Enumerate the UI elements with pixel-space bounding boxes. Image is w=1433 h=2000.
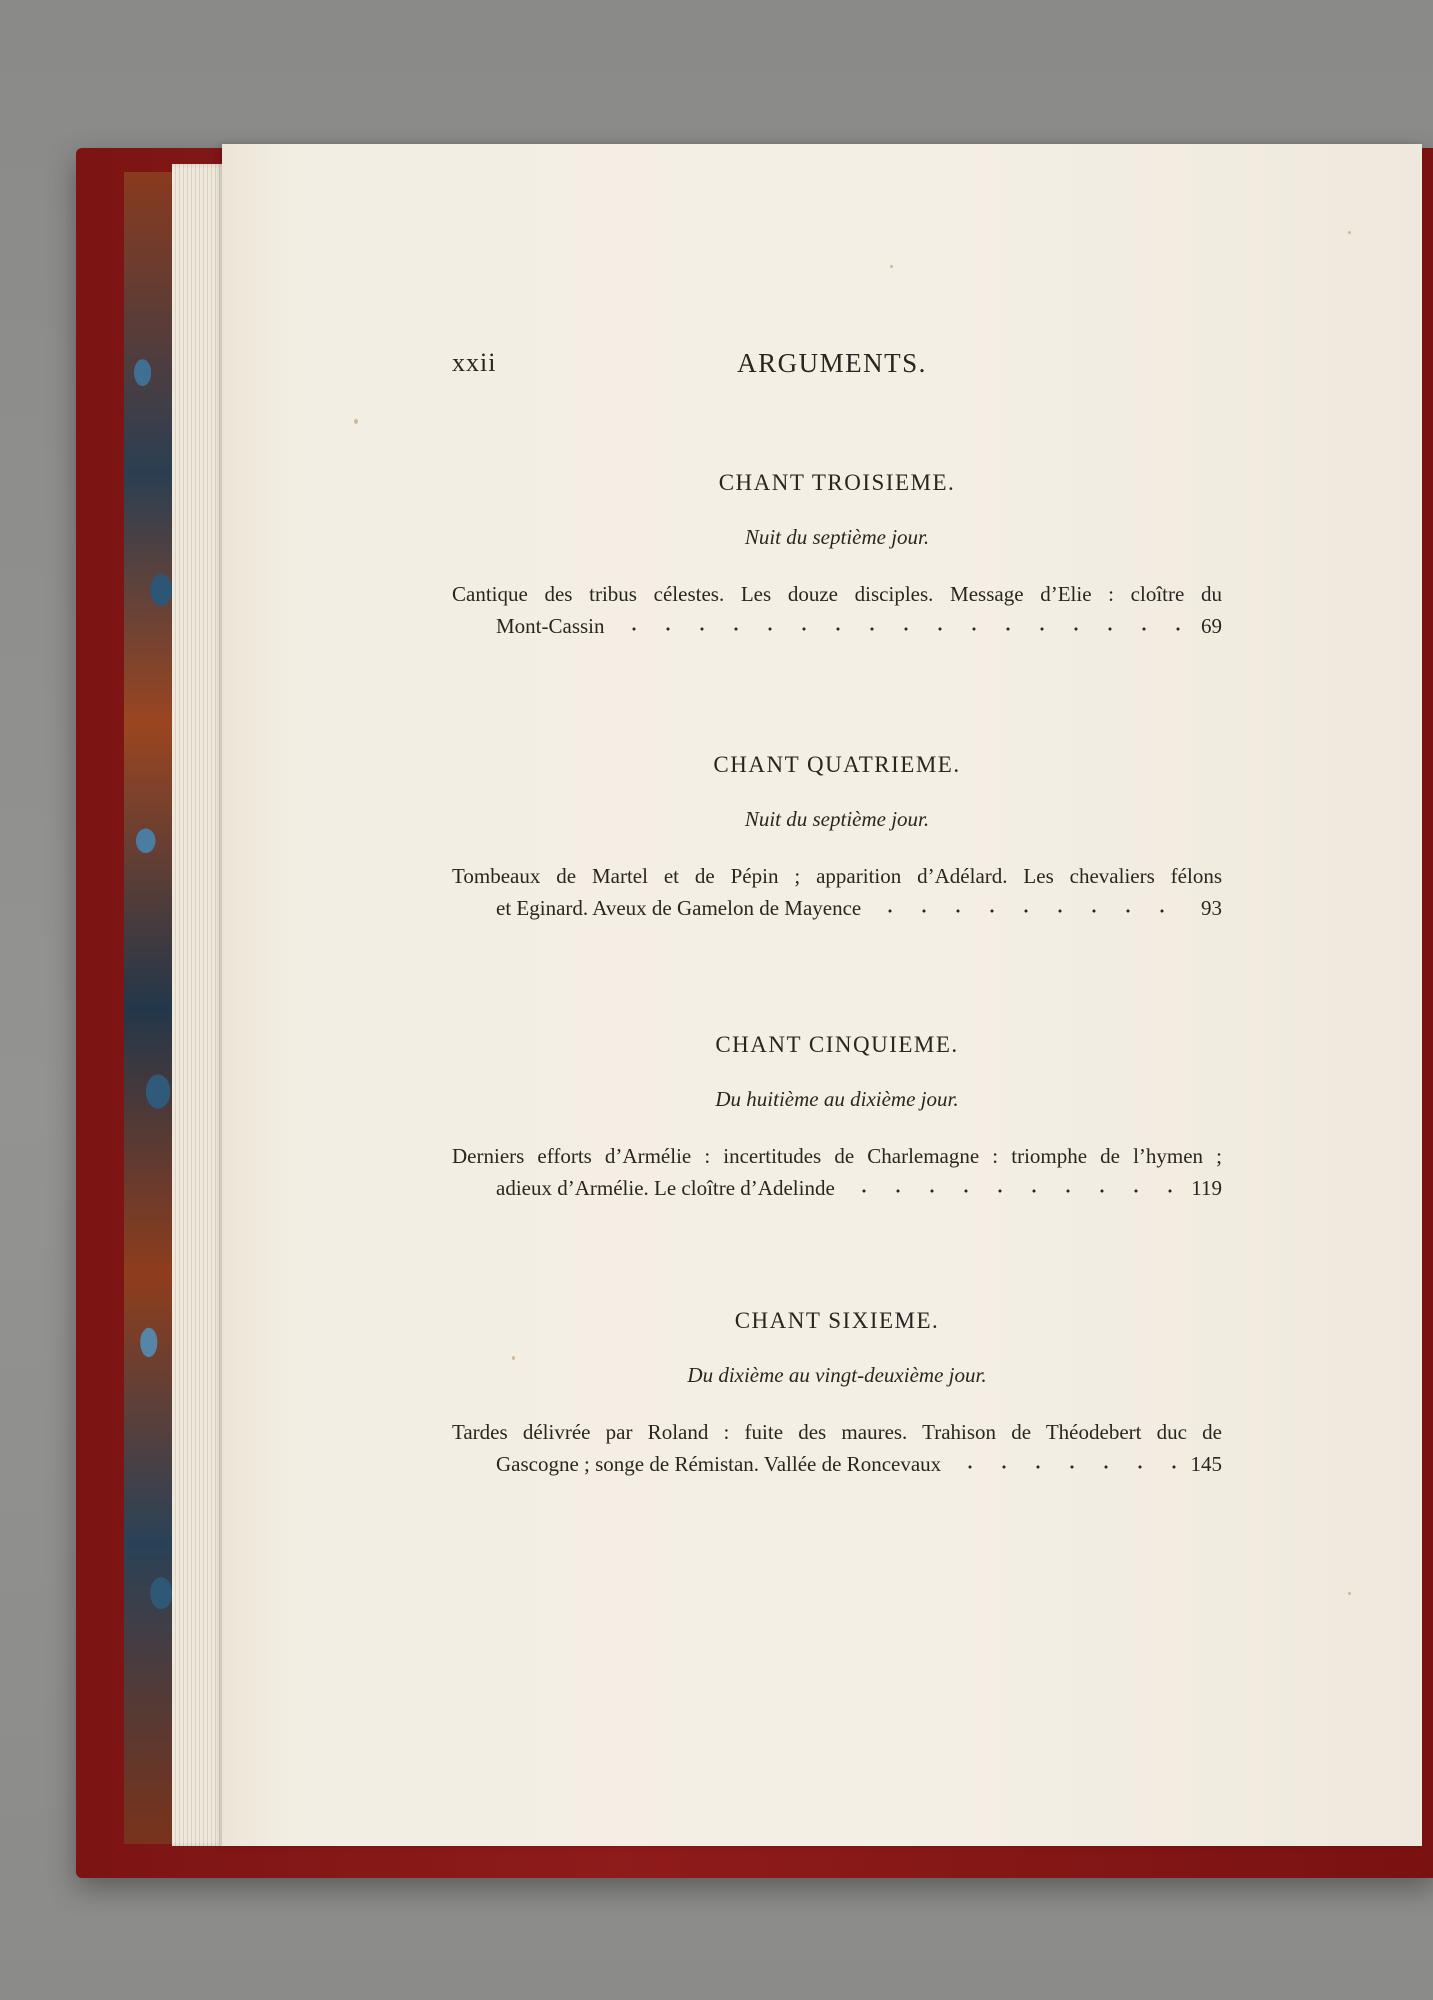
page-reference: 145	[1190, 1452, 1222, 1476]
chant-section	[452, 1304, 1222, 1480]
page-title: ARGUMENTS.	[737, 348, 927, 378]
chant-summary	[452, 860, 1222, 924]
chant-subtitle: Du dixième au vingt-deuxième jour.	[687, 1363, 987, 1387]
chant-subtitle: Nuit du septième jour.	[744, 525, 930, 549]
summary-line-with-reference	[452, 610, 1222, 642]
summary-line: Mont-Cassin	[496, 614, 605, 638]
summary-line-with-reference	[452, 892, 1222, 924]
chant-title: CHANT SIXIEME.	[734, 1308, 940, 1333]
summary-line: et Eginard. Aveux de Gamelon de Mayence	[496, 896, 862, 920]
dot-leader	[873, 893, 1189, 915]
chant-subtitle: Nuit du septième jour.	[744, 807, 930, 831]
dot-leader	[953, 1449, 1178, 1471]
chant-title: CHANT CINQUIEME.	[715, 1032, 959, 1057]
page-reference: 69	[1201, 614, 1222, 638]
summary-line: Tombeaux de Martel et de Pépin ; apparition d’Adélard. Les chevaliers félons	[452, 864, 1222, 888]
page-number: xxii	[452, 348, 497, 377]
summary-line: Derniers efforts d’Armélie : incertitudes de Charlemagne : triomphe de l’hymen ;	[452, 1144, 1222, 1168]
chant-section	[452, 1028, 1222, 1204]
summary-line-with-reference	[452, 1448, 1222, 1480]
summary-line: adieux d’Armélie. Le cloître d’Adelinde	[496, 1176, 835, 1200]
summary-line: Tardes délivrée par Roland : fuite des maures. Trahison de Théodebert duc de	[452, 1420, 1222, 1444]
summary-line: Gascogne ; songe de Rémistan. Vallée de Roncevaux	[496, 1452, 942, 1476]
chant-title: CHANT QUATRIEME.	[713, 752, 961, 777]
running-head	[452, 348, 1212, 388]
chant-summary	[452, 1140, 1222, 1204]
page-reference: 119	[1191, 1176, 1222, 1200]
page-text	[222, 144, 1422, 1846]
book-page	[222, 144, 1422, 1846]
chant-title: CHANT TROISIEME.	[718, 470, 956, 495]
page-edges	[172, 164, 228, 1846]
chant-subtitle: Du huitième au dixième jour.	[715, 1087, 959, 1111]
dot-leader	[847, 1173, 1179, 1195]
chant-section	[452, 466, 1222, 642]
dot-leader	[617, 611, 1189, 633]
chant-summary	[452, 1416, 1222, 1480]
page-reference: 93	[1201, 896, 1222, 920]
summary-line: Cantique des tribus célestes. Les douze disciples. Message d’Elie : cloître du	[452, 582, 1222, 606]
chant-summary	[452, 578, 1222, 642]
summary-line-with-reference	[452, 1172, 1222, 1204]
chant-section	[452, 748, 1222, 924]
